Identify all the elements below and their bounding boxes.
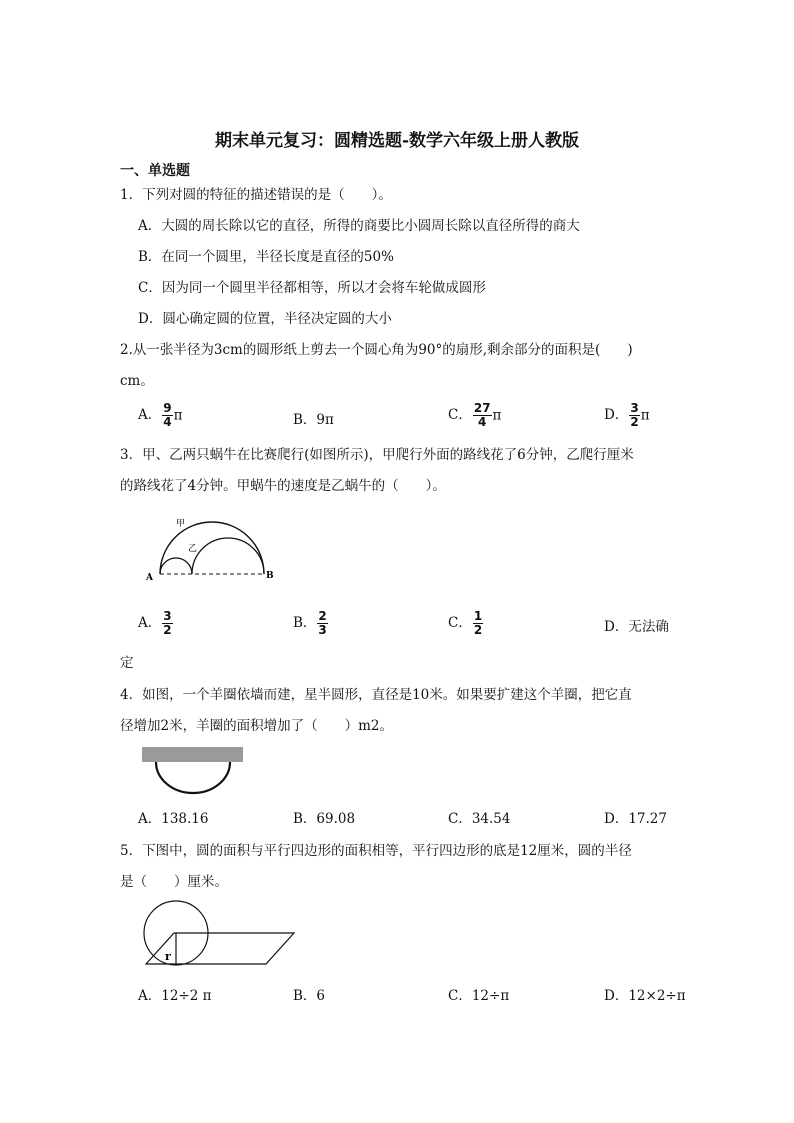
q2-a-denominator: 4 — [163, 415, 172, 429]
q1-option-d: D．圆心确定圆的位置，半径决定圆的大小 — [138, 311, 392, 327]
q5-option-d: D．12×2÷π — [604, 988, 686, 1004]
section-heading: 一、单选题 — [120, 163, 190, 179]
q3-option-b-label: B． — [293, 615, 317, 631]
q2-option-d-fraction — [629, 402, 639, 429]
q3-b-numerator: 2 — [318, 609, 327, 623]
q2-a-numerator: 9 — [163, 401, 172, 415]
q2-option-d-label: D． — [604, 407, 629, 423]
q3-option-c — [448, 610, 484, 637]
q2-a-pi: π — [173, 407, 183, 424]
q3-a-denominator: 2 — [163, 623, 172, 637]
q3-stem-line1: 3．甲、乙两只蜗牛在比赛爬行(如图所示)，甲爬行外面的路线花了6分钟，乙爬行厘米 — [120, 447, 634, 463]
q3-semicircle-figure — [140, 512, 280, 584]
q4-stem-line2: 径增加2米，羊圈的面积增加了（ ）m2。 — [120, 718, 393, 734]
q1-option-a: A．大圆的周长除以它的直径，所得的商要比小圆周长除以直径所得的商大 — [138, 218, 580, 234]
q3-option-a-fraction — [162, 610, 172, 637]
q4-wall — [142, 747, 243, 762]
q4-stem-line1: 4．如图，一个羊圈依墙而建，星半圆形，直径是10米。如果要扩建这个羊圈，把它直 — [120, 687, 632, 703]
q5-option-c: C．12÷π — [448, 988, 510, 1004]
q2-option-a-label: A． — [138, 407, 162, 423]
q1-stem: 1．下列对圆的特征的描述错误的是（ ）。 — [120, 187, 392, 203]
q4-option-b: B．69.08 — [293, 811, 356, 827]
q3-option-d: D．无法确 — [604, 619, 669, 635]
q3-option-b — [293, 610, 329, 637]
q2-option-c-fraction — [473, 402, 492, 429]
q2-option-a-fraction — [162, 402, 172, 429]
q2-c-pi: π — [492, 407, 502, 424]
q2-option-a — [138, 402, 182, 429]
q3-option-a — [138, 610, 174, 637]
q5-circle-parallelogram-figure — [140, 900, 300, 970]
q3-b-denominator: 3 — [318, 623, 327, 637]
q2-stem-line2: cm。 — [120, 373, 154, 389]
q2-option-c — [448, 402, 501, 429]
q3-stem-line2: 的路线花了4分钟。甲蜗牛的速度是乙蜗牛的（ ）。 — [120, 478, 446, 494]
q3-option-c-fraction — [473, 610, 483, 637]
q3-c-denominator: 2 — [473, 623, 483, 637]
q5-stem-line2: 是（ ）厘米。 — [120, 874, 228, 890]
q3-label-yi: 乙 — [188, 544, 198, 554]
q3-option-c-label: C． — [448, 615, 472, 631]
q5-stem-line1: 5．下图中，圆的面积与平行四边形的面积相等，平行四边形的底是12厘米，圆的半径 — [120, 843, 632, 859]
q3-option-a-label: A． — [138, 615, 162, 631]
q2-option-d — [604, 402, 650, 429]
q1-option-b: B．在同一个圆里，半径长度是直径的50% — [138, 249, 394, 265]
q2-stem-line1: 2.从一张半径为3cm的圆形纸上剪去一个圆心角为90°的扇形,剩余部分的面积是( ) — [120, 342, 633, 358]
q3-medium-arc — [192, 538, 264, 574]
q3-label-jia: 甲 — [176, 519, 186, 529]
q3-c-numerator: 1 — [473, 609, 483, 623]
q4-option-a: A．138.16 — [138, 811, 209, 827]
q1-option-c: C．因为同一个圆里半径都相等，所以才会将车轮做成圆形 — [138, 280, 486, 296]
q5-option-a: A．12÷2 π — [138, 988, 212, 1004]
q5-option-b: B．6 — [293, 988, 326, 1004]
q4-sheepfold-figure — [140, 745, 246, 795]
page-title: 期末单元复习：圆精选题-数学六年级上册人教版 — [214, 131, 580, 151]
q3-option-b-fraction — [317, 610, 327, 637]
q3-small-arc — [160, 558, 192, 574]
q3-label-a: A — [146, 573, 153, 583]
q5-label-r: r — [165, 950, 171, 963]
q2-d-pi: π — [640, 407, 650, 424]
q3-outer-arc — [160, 522, 264, 574]
q2-d-numerator: 3 — [630, 401, 639, 415]
q3-option-d-wrap: 定 — [120, 655, 134, 671]
q2-option-c-label: C． — [448, 407, 472, 423]
q2-option-b: B．9π — [293, 412, 334, 428]
q2-d-denominator: 2 — [630, 415, 639, 429]
q4-option-c: C．34.54 — [448, 811, 511, 827]
q3-a-numerator: 3 — [163, 609, 172, 623]
q3-label-b: B — [266, 571, 274, 581]
q2-c-denominator: 4 — [478, 415, 487, 429]
q2-c-numerator: 27 — [473, 401, 491, 415]
q4-semicircle-fence — [156, 762, 230, 793]
q4-option-d: D．17.27 — [604, 811, 667, 827]
